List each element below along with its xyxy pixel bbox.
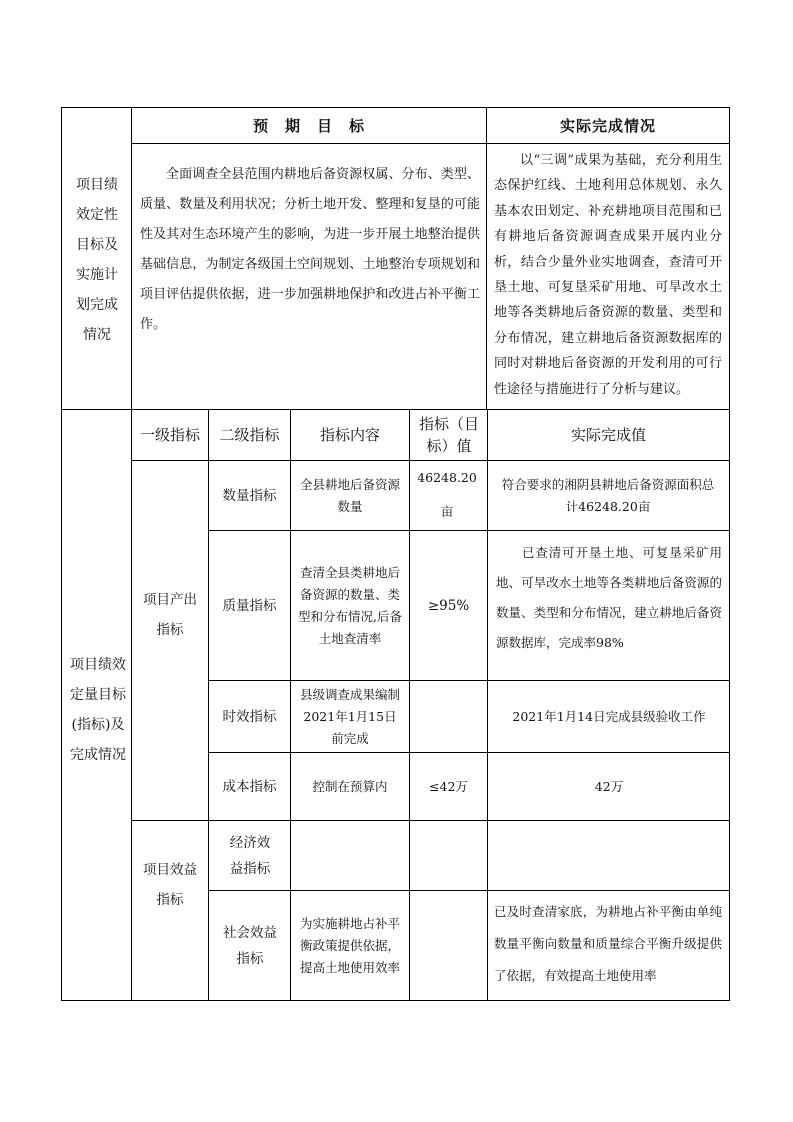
- cell-text: 全县耕地后备资源数量: [299, 476, 400, 514]
- table-row-level2: [209, 461, 290, 530]
- row-label-text: 项目绩效定量目标(指标)及完成情况: [70, 657, 126, 763]
- table-row-level2: [209, 681, 290, 752]
- cell-text: 社会效益指标: [223, 924, 277, 967]
- table-row-target: [410, 753, 487, 820]
- table-row-content: [298, 461, 402, 530]
- table-row-content: [298, 821, 402, 890]
- table-row-actual: [496, 538, 722, 678]
- table-row-target: [410, 891, 487, 1000]
- table-border: [487, 409, 488, 1001]
- table-row-actual: [498, 461, 718, 530]
- cell-text: 县级调查成果编制2021年1月15日前完成: [299, 686, 400, 746]
- cell-text: ≤42万: [429, 778, 468, 794]
- table-row-level2: [209, 753, 290, 820]
- table-row-actual: [496, 821, 722, 890]
- actual-header: [488, 410, 729, 460]
- table-row-level2: [209, 531, 290, 680]
- table-row-actual: [494, 896, 722, 998]
- table-border: [729, 107, 730, 1001]
- header-text: 二级指标: [219, 426, 280, 444]
- cell-text: 符合要求的湘阴县耕地后备资源面积总计46248.20亩: [501, 476, 715, 514]
- group-text: 项目效益指标: [143, 862, 197, 908]
- table-border: [131, 107, 132, 409]
- cell-text: 已查清可开垦土地、可复垦采矿用地、可旱改水土地等各类耕地后备资源的数量、类型和分布情况，建立耕地后备资源数据库，完成率98%: [496, 545, 722, 650]
- cell-text: 时效指标: [222, 708, 277, 725]
- table-row-level2: [224, 821, 276, 890]
- qualitative-row-label: [70, 170, 124, 350]
- header-text: 一级指标: [139, 426, 200, 444]
- cell-text: 为实施耕地占补平衡政策提供依据，提高土地使用效率: [299, 915, 400, 975]
- cell-text: 查清全县类耕地后备资源的数量、类型和分布情况,后备土地查清率: [298, 564, 402, 646]
- table-row-content: [298, 891, 402, 1000]
- cell-text: 质量指标: [222, 597, 277, 614]
- group-text: 项目产出指标: [143, 592, 197, 638]
- cell-text: ≥95%: [427, 597, 470, 614]
- table-border: [61, 107, 62, 1001]
- benefit-indicator-group: [140, 855, 200, 915]
- level2-header: [209, 410, 290, 460]
- cell-text: 经济效益指标: [229, 834, 271, 877]
- header-text: 实际完成情况: [559, 117, 656, 135]
- actual-completion-text: [494, 148, 722, 406]
- table-row-target: [410, 531, 487, 680]
- output-indicator-group: [140, 585, 200, 645]
- table-row-actual: [496, 681, 722, 752]
- table-border: [61, 1000, 730, 1001]
- cell-text: 数量指标: [222, 487, 277, 504]
- paragraph-text: 以“三调”成果为基础，充分利用生态保护红线、土地利用总体规划、永久基本农田划定、补充耕地项目范围和已有耕地后备资源调查成果开展内业分析，结合少量外业实地调查，查清可开垦土地、可复垦采矿用地、可旱改水土地等各类耕地后备资源的数量、类型和分布情况，建立耕地后备资源数据库的同时对耕地后备资源的开发利用的可行性途径与措施进行了分析与建议。: [494, 153, 722, 397]
- cell-text: 46248.20亩: [417, 470, 477, 519]
- table-row-target: [410, 681, 487, 752]
- table-border: [290, 409, 291, 1001]
- content-header: [291, 410, 409, 460]
- header-text: 指标（目标）值: [418, 415, 479, 455]
- cell-text: 2021年1月14日完成县级验收工作: [512, 708, 706, 724]
- table-border: [131, 409, 132, 1001]
- quantitative-row-label: [68, 610, 128, 810]
- table-row-content: [298, 681, 402, 752]
- table-row-target: [418, 463, 476, 527]
- header-text: 实际完成值: [570, 426, 646, 444]
- actual-completion-header: [487, 108, 729, 143]
- table-row-content: [298, 753, 402, 820]
- header-text: 预 期 目 标: [252, 117, 365, 135]
- cell-text: 成本指标: [222, 778, 277, 795]
- cell-text: 42万: [594, 778, 624, 794]
- cell-text: 控制在预算内: [312, 778, 388, 794]
- paragraph-text: 全面调查全县范围内耕地后备资源权属、分布、类型、质量、数量及利用状况；分析土地开发、整理和复垦的可能性及其对生态环境产生的影响，为进一步开展土地整治提供基础信息，为制定各级国土空间规划、土地整治专项规划和项目评估提供依据，进一步加强耕地保护和改进占补平衡工作。: [140, 167, 480, 332]
- row-label-text: 项目绩效定性目标及实施计划完成情况: [76, 177, 118, 343]
- table-row-target: [410, 821, 487, 890]
- table-row-actual: [496, 753, 722, 820]
- table-row-level2: [222, 891, 278, 1000]
- table-border: [131, 143, 730, 144]
- table-row-content: [298, 531, 402, 680]
- expected-goal-text: [140, 160, 480, 400]
- expected-goal-header: [132, 108, 486, 143]
- target-header: [412, 410, 486, 460]
- table-border: [486, 107, 487, 409]
- level1-header: [132, 410, 208, 460]
- cell-text: 已及时查清家底，为耕地占补平衡由单纯数量平衡向数量和质量综合平衡升级提供了依据，有效提高土地使用率: [494, 904, 722, 983]
- header-text: 指标内容: [319, 426, 380, 444]
